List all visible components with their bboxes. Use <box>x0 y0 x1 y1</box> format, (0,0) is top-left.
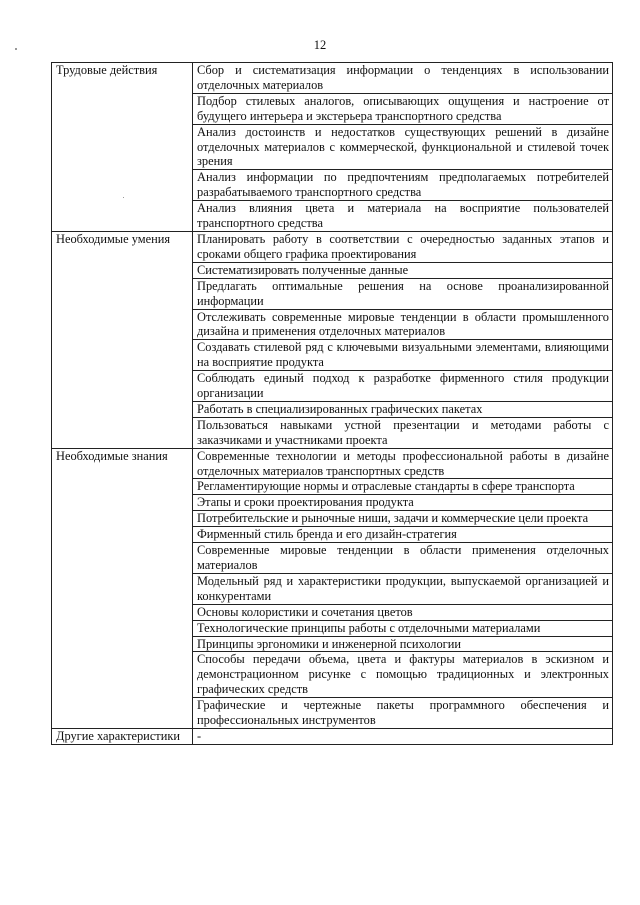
page-number: 12 <box>313 38 327 52</box>
item-cell: Основы колористики и сочетания цветов <box>193 604 613 620</box>
table-row <box>52 448 613 479</box>
category-cell: Трудовые действия <box>52 63 193 232</box>
item-cell: Пользоваться навыками устной презентации и методами работы с заказчиками и участниками проекта <box>193 417 613 448</box>
item-cell: Этапы и сроки проектирования продукта <box>193 495 613 511</box>
item-cell: Работать в специализированных графических пакетах <box>193 401 613 417</box>
item-cell: Анализ информации по предпочтениям предполагаемых потребителей разрабатываемого транспортного средства <box>193 170 613 201</box>
item-cell: Способы передачи объема, цвета и фактуры материалов в эскизном и демонстрационном рисунке с помощью традиционных и электронных графических средств <box>193 652 613 698</box>
item-cell: Модельный ряд и характеристики продукции, выпускаемой организацией и конкурентами <box>193 573 613 604</box>
category-cell: Другие характеристики <box>52 728 193 744</box>
item-cell: Сбор и систематизация информации о тенденциях в использовании отделочных материалов <box>193 63 613 94</box>
item-cell: Принципы эргономики и инженерной психологии <box>193 636 613 652</box>
item-cell: Современные технологии и методы профессиональной работы в дизайне отделочных материалов транспортных средств <box>193 448 613 479</box>
scan-speck <box>15 48 17 50</box>
item-cell: Отслеживать современные мировые тенденции в области промышленного дизайна и применения отделочных материалов <box>193 309 613 340</box>
table-row <box>52 63 613 94</box>
table-body <box>52 63 613 745</box>
category-cell: Необходимые знания <box>52 448 193 728</box>
item-cell: Анализ достоинств и недостатков существующих решений в дизайне отделочных материалов с коммерческой, функциональной и стилевой точек зрения <box>193 124 613 170</box>
item-cell: Технологические принципы работы с отделочными материалами <box>193 620 613 636</box>
item-cell: Создавать стилевой ряд с ключевыми визуальными элементами, влияющими на восприятие продукта <box>193 340 613 371</box>
item-cell: Систематизировать полученные данные <box>193 262 613 278</box>
item-cell: Фирменный стиль бренда и его дизайн-стратегия <box>193 527 613 543</box>
item-cell: Графические и чертежные пакеты программного обеспечения и профессиональных инструментов <box>193 698 613 729</box>
item-cell: Анализ влияния цвета и материала на восприятие пользователей транспортного средства <box>193 201 613 232</box>
table-row <box>52 231 613 262</box>
item-cell: Подбор стилевых аналогов, описывающих ощущения и настроение от будущего интерьера и экстерьера транспортного средства <box>193 93 613 124</box>
category-cell: Необходимые умения <box>52 231 193 448</box>
item-cell: Предлагать оптимальные решения на основе проанализированной информации <box>193 278 613 309</box>
qualification-table <box>51 62 613 745</box>
item-cell: Планировать работу в соответствии с очередностью заданных этапов и сроками общего графика проектирования <box>193 231 613 262</box>
item-cell: - <box>193 728 613 744</box>
item-cell: Соблюдать единый подход к разработке фирменного стиля продукции организации <box>193 371 613 402</box>
item-cell: Регламентирующие нормы и отраслевые стандарты в сфере транспорта <box>193 479 613 495</box>
table-row <box>52 728 613 744</box>
item-cell: Современные мировые тенденции в области применения отделочных материалов <box>193 543 613 574</box>
item-cell: Потребительские и рыночные ниши, задачи и коммерческие цели проекта <box>193 511 613 527</box>
